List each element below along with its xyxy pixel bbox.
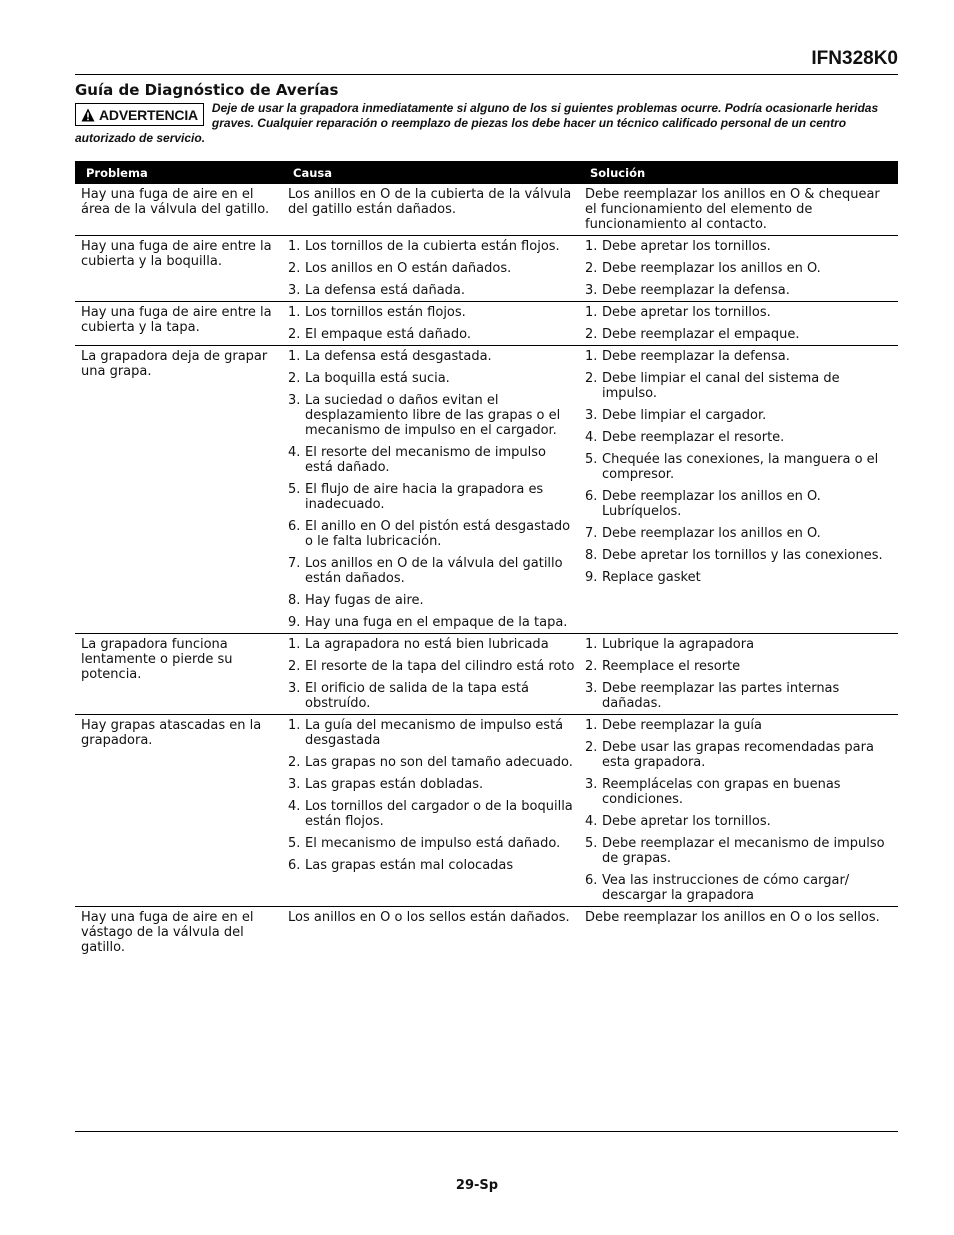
header-cause: Causa bbox=[282, 161, 579, 184]
solution-number: 5. bbox=[585, 452, 598, 467]
solution-item bbox=[585, 305, 894, 320]
solution-item bbox=[585, 548, 894, 563]
cause-cell bbox=[282, 346, 579, 634]
solution-text: Debe reemplazar los anillos en O. bbox=[602, 526, 821, 541]
warning-triangle-icon bbox=[81, 108, 95, 122]
solution-cell bbox=[579, 634, 898, 715]
solution-number: 4. bbox=[585, 430, 598, 445]
cause-text: Los tornillos están flojos. bbox=[305, 305, 466, 320]
solution-item bbox=[585, 408, 894, 423]
solution-number: 7. bbox=[585, 526, 598, 541]
cause-number: 2. bbox=[288, 659, 301, 674]
cause-number: 1. bbox=[288, 305, 301, 320]
cause-item bbox=[288, 755, 575, 770]
cause-text: El resorte de la tapa del cilindro está roto bbox=[305, 659, 575, 674]
cause-text: La suciedad o daños evitan el desplazamiento libre de las grapas o el mecanismo de impulso en el cargador. bbox=[305, 393, 561, 438]
solution-item bbox=[585, 187, 894, 232]
solution-number: 2. bbox=[585, 371, 598, 386]
cause-item bbox=[288, 349, 575, 364]
cause-text: Los anillos en O de la cubierta de la válvula del gatillo están dañados. bbox=[288, 187, 572, 217]
solution-cell bbox=[579, 184, 898, 236]
cause-number: 4. bbox=[288, 445, 301, 460]
solution-item bbox=[585, 283, 894, 298]
cause-item bbox=[288, 799, 575, 829]
cause-text: El mecanismo de impulso está dañado. bbox=[305, 836, 561, 851]
solution-text: Lubrique la agrapadora bbox=[602, 637, 755, 652]
troubleshooting-table bbox=[75, 161, 898, 958]
model-number: IFN328K0 bbox=[811, 48, 898, 69]
solution-number: 3. bbox=[585, 777, 598, 792]
warning-badge-label: ADVERTENCIA bbox=[99, 107, 198, 123]
cause-number: 1. bbox=[288, 637, 301, 652]
solution-item bbox=[585, 910, 894, 925]
solution-item bbox=[585, 570, 894, 585]
cause-number: 2. bbox=[288, 755, 301, 770]
solution-text: Debe reemplazar la guía bbox=[602, 718, 762, 733]
table-row bbox=[75, 346, 898, 634]
cause-item bbox=[288, 305, 575, 320]
cause-number: 5. bbox=[288, 482, 301, 497]
cause-text: Los tornillos de la cubierta están flojos. bbox=[305, 239, 560, 254]
cause-item bbox=[288, 659, 575, 674]
warning-text: Deje de usar la grapadora inmediatamente si alguno de los si guientes problemas ocurre. Podría ocasionarle heridas graves. Cualquier reparación o reemplazo de piezas los debe hacer un técnico calificado personal de un centro autorizado de servicio. bbox=[75, 101, 879, 145]
solution-number: 1. bbox=[585, 239, 598, 254]
solution-text: Debe usar las grapas recomendadas para esta grapadora. bbox=[602, 740, 874, 770]
cause-text: El orificio de salida de la tapa está obstruído. bbox=[305, 681, 529, 711]
cause-text: El anillo en O del pistón está desgastado o le falta lubricación. bbox=[305, 519, 571, 549]
cause-number: 3. bbox=[288, 681, 301, 696]
solution-cell bbox=[579, 715, 898, 907]
cause-text: Los anillos en O de la válvula del gatillo están dañados. bbox=[305, 556, 563, 586]
solution-item bbox=[585, 452, 894, 482]
solution-number: 2. bbox=[585, 740, 598, 755]
cause-number: 2. bbox=[288, 371, 301, 386]
cause-number: 6. bbox=[288, 858, 301, 873]
cause-text: La guía del mecanismo de impulso está desgastada bbox=[305, 718, 564, 748]
problem-cell: Hay una fuga de aire entre la cubierta y la tapa. bbox=[75, 302, 282, 346]
solution-item bbox=[585, 261, 894, 276]
solution-text: Debe reemplazar los anillos en O. bbox=[602, 261, 821, 276]
header-rule bbox=[75, 74, 898, 75]
table-row bbox=[75, 907, 898, 959]
solution-item bbox=[585, 836, 894, 866]
solution-number: 3. bbox=[585, 408, 598, 423]
solution-number: 3. bbox=[585, 283, 598, 298]
header-problem: Problema bbox=[75, 161, 282, 184]
table-header-row bbox=[75, 161, 898, 184]
solution-text: Reemplace el resorte bbox=[602, 659, 741, 674]
cause-cell bbox=[282, 907, 579, 959]
cause-item bbox=[288, 637, 575, 652]
solution-number: 3. bbox=[585, 681, 598, 696]
cause-number: 6. bbox=[288, 519, 301, 534]
solution-cell bbox=[579, 236, 898, 302]
cause-item bbox=[288, 393, 575, 438]
cause-number: 3. bbox=[288, 283, 301, 298]
cause-text: Los anillos en O o los sellos están dañados. bbox=[288, 910, 570, 925]
page-number: 29-Sp bbox=[455, 1178, 499, 1193]
solution-item bbox=[585, 718, 894, 733]
cause-number: 3. bbox=[288, 777, 301, 792]
solution-item bbox=[585, 740, 894, 770]
cause-number: 2. bbox=[288, 327, 301, 342]
cause-number: 1. bbox=[288, 349, 301, 364]
solution-text: Debe limpiar el cargador. bbox=[602, 408, 767, 423]
table-row bbox=[75, 715, 898, 907]
cause-number: 7. bbox=[288, 556, 301, 571]
solution-cell bbox=[579, 907, 898, 959]
solution-text: Reemplácelas con grapas en buenas condiciones. bbox=[602, 777, 841, 807]
header-solution: Solución bbox=[579, 161, 898, 184]
solution-number: 4. bbox=[585, 814, 598, 829]
cause-item bbox=[288, 519, 575, 549]
cause-text: Las grapas no son del tamaño adecuado. bbox=[305, 755, 573, 770]
cause-text: La boquilla está sucia. bbox=[305, 371, 450, 386]
cause-number: 4. bbox=[288, 799, 301, 814]
solution-cell bbox=[579, 346, 898, 634]
solution-number: 6. bbox=[585, 489, 598, 504]
cause-item bbox=[288, 283, 575, 298]
solution-text: Debe reemplazar el resorte. bbox=[602, 430, 785, 445]
cause-cell bbox=[282, 715, 579, 907]
cause-item bbox=[288, 261, 575, 276]
cause-number: 2. bbox=[288, 261, 301, 276]
solution-item bbox=[585, 327, 894, 342]
solution-item bbox=[585, 430, 894, 445]
solution-text: Debe reemplazar la defensa. bbox=[602, 349, 790, 364]
solution-cell bbox=[579, 302, 898, 346]
solution-item bbox=[585, 873, 894, 903]
solution-text: Replace gasket bbox=[602, 570, 701, 585]
solution-item bbox=[585, 349, 894, 364]
cause-number: 8. bbox=[288, 593, 301, 608]
cause-text: Los tornillos del cargador o de la boquilla están flojos. bbox=[305, 799, 573, 829]
solution-text: Debe limpiar el canal del sistema de impulso. bbox=[602, 371, 840, 401]
cause-item bbox=[288, 718, 575, 748]
solution-item bbox=[585, 239, 894, 254]
cause-item bbox=[288, 681, 575, 711]
solution-text: Debe reemplazar el mecanismo de impulso de grapas. bbox=[602, 836, 885, 866]
cause-number: 1. bbox=[288, 718, 301, 733]
solution-text: Debe apretar los tornillos. bbox=[602, 814, 771, 829]
solution-number: 1. bbox=[585, 718, 598, 733]
cause-cell bbox=[282, 236, 579, 302]
cause-text: La defensa está desgastada. bbox=[305, 349, 492, 364]
solution-number: 2. bbox=[585, 261, 598, 276]
solution-number: 2. bbox=[585, 327, 598, 342]
solution-number: 5. bbox=[585, 836, 598, 851]
cause-text: Las grapas están mal colocadas bbox=[305, 858, 514, 873]
cause-text: El resorte del mecanismo de impulso está dañado. bbox=[305, 445, 546, 475]
cause-text: Hay una fuga en el empaque de la tapa. bbox=[305, 615, 568, 630]
solution-number: 9. bbox=[585, 570, 598, 585]
cause-number: 5. bbox=[288, 836, 301, 851]
table-row bbox=[75, 236, 898, 302]
cause-text: La defensa está dañada. bbox=[305, 283, 466, 298]
cause-number: 1. bbox=[288, 239, 301, 254]
solution-item bbox=[585, 777, 894, 807]
cause-item bbox=[288, 777, 575, 792]
solution-text: Debe reemplazar los anillos en O. Lubríquelos. bbox=[602, 489, 821, 519]
table-row bbox=[75, 302, 898, 346]
solution-item bbox=[585, 681, 894, 711]
solution-text: Debe reemplazar las partes internas dañadas. bbox=[602, 681, 840, 711]
section-title: Guía de Diagnóstico de Averías bbox=[75, 81, 339, 99]
cause-text: Hay fugas de aire. bbox=[305, 593, 424, 608]
solution-text: Debe reemplazar los anillos en O & chequear el funcionamiento del elemento de funcionamiento al contacto. bbox=[585, 187, 880, 232]
table-row bbox=[75, 634, 898, 715]
cause-item bbox=[288, 445, 575, 475]
cause-item bbox=[288, 593, 575, 608]
cause-item bbox=[288, 482, 575, 512]
solution-text: Debe reemplazar los anillos en O o los sellos. bbox=[585, 910, 880, 925]
cause-cell bbox=[282, 302, 579, 346]
solution-number: 8. bbox=[585, 548, 598, 563]
cause-text: La agrapadora no está bien lubricada bbox=[305, 637, 549, 652]
cause-item bbox=[288, 239, 575, 254]
solution-item bbox=[585, 371, 894, 401]
solution-item bbox=[585, 489, 894, 519]
solution-item bbox=[585, 526, 894, 541]
solution-text: Debe reemplazar el empaque. bbox=[602, 327, 800, 342]
footer-rule bbox=[75, 1131, 898, 1132]
problem-cell: Hay una fuga de aire entre la cubierta y la boquilla. bbox=[75, 236, 282, 302]
cause-text: Las grapas están dobladas. bbox=[305, 777, 484, 792]
solution-item bbox=[585, 814, 894, 829]
cause-item bbox=[288, 910, 575, 925]
solution-number: 1. bbox=[585, 305, 598, 320]
cause-text: El flujo de aire hacia la grapadora es inadecuado. bbox=[305, 482, 544, 512]
warning-badge bbox=[75, 103, 204, 126]
solution-item bbox=[585, 659, 894, 674]
cause-number: 9. bbox=[288, 615, 301, 630]
solution-text: Debe apretar los tornillos y las conexiones. bbox=[602, 548, 883, 563]
warning-block bbox=[75, 101, 898, 146]
solution-text: Debe reemplazar la defensa. bbox=[602, 283, 790, 298]
cause-cell bbox=[282, 184, 579, 236]
cause-cell bbox=[282, 634, 579, 715]
cause-item bbox=[288, 371, 575, 386]
cause-item bbox=[288, 187, 575, 217]
problem-cell: Hay grapas atascadas en la grapadora. bbox=[75, 715, 282, 907]
problem-cell: La grapadora funciona lentamente o pierde su potencia. bbox=[75, 634, 282, 715]
problem-cell: Hay una fuga de aire en el área de la válvula del gatillo. bbox=[81, 187, 270, 217]
cause-item bbox=[288, 327, 575, 342]
cause-item bbox=[288, 858, 575, 873]
solution-text: Chequée las conexiones, la manguera o el compresor. bbox=[602, 452, 879, 482]
cause-number: 3. bbox=[288, 393, 301, 408]
solution-number: 1. bbox=[585, 349, 598, 364]
cause-item bbox=[288, 556, 575, 586]
solution-text: Debe apretar los tornillos. bbox=[602, 239, 771, 254]
solution-number: 1. bbox=[585, 637, 598, 652]
cause-item bbox=[288, 615, 575, 630]
solution-text: Debe apretar los tornillos. bbox=[602, 305, 771, 320]
solution-item bbox=[585, 637, 894, 652]
solution-number: 6. bbox=[585, 873, 598, 888]
problem-cell: La grapadora deja de grapar una grapa. bbox=[75, 346, 282, 634]
table-row bbox=[75, 184, 898, 236]
cause-text: Los anillos en O están dañados. bbox=[305, 261, 512, 276]
solution-text: Vea las instrucciones de cómo cargar/ descargar la grapadora bbox=[602, 873, 850, 903]
problem-cell: Hay una fuga de aire en el vástago de la válvula del gatillo. bbox=[75, 907, 282, 959]
cause-text: El empaque está dañado. bbox=[305, 327, 471, 342]
cause-item bbox=[288, 836, 575, 851]
solution-number: 2. bbox=[585, 659, 598, 674]
